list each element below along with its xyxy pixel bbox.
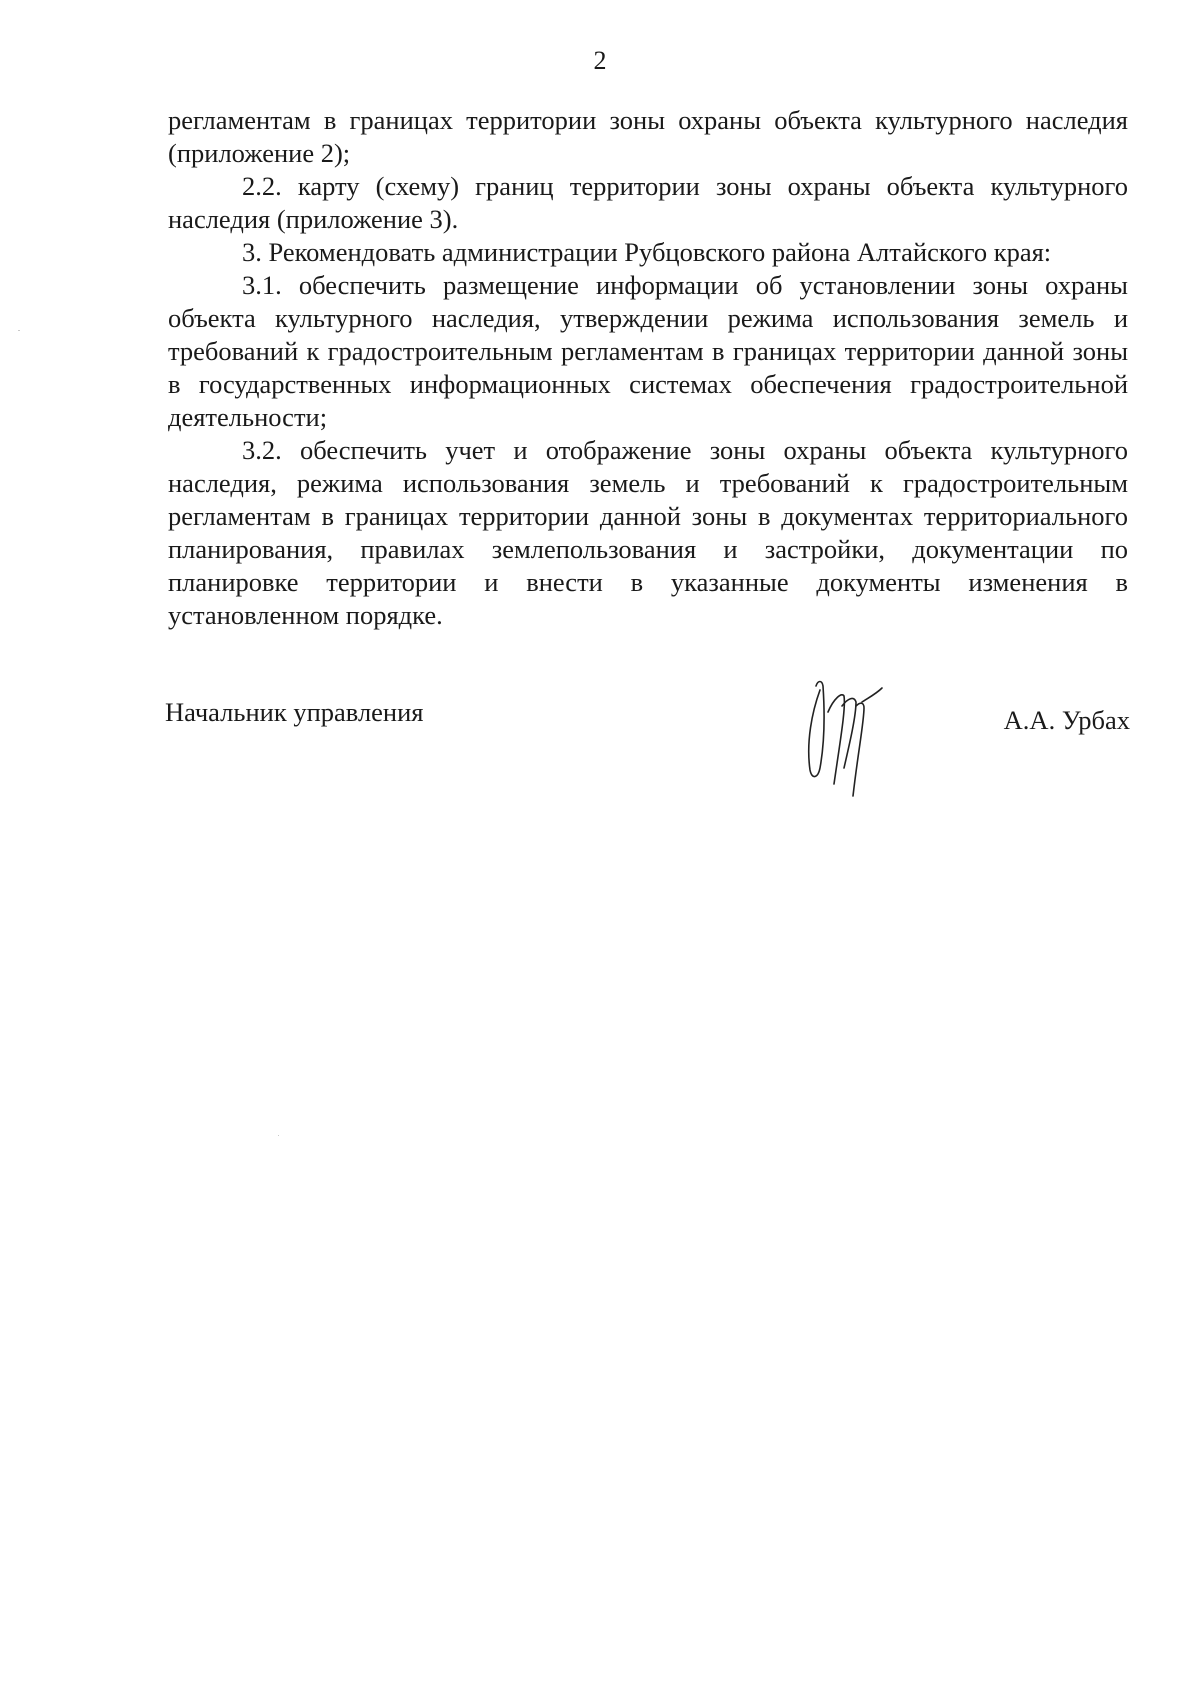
signer-name: А.А. Урбах: [1003, 705, 1130, 735]
handwritten-signature-icon: [798, 672, 898, 802]
document-body: [168, 104, 1128, 632]
page-number: 2: [593, 46, 607, 75]
signature-block: [165, 676, 1130, 806]
paragraph-2-2: 2.2. карту (схему) границ территории зоны охраны объекта культурного наследия (приложение 3).: [168, 171, 1128, 234]
paragraph-3: 3. Рекомендовать администрации Рубцовского района Алтайского края:: [242, 237, 1052, 267]
scan-speck: [278, 1135, 279, 1136]
signer-position: Начальник управления: [165, 697, 424, 727]
paragraph-3-2: 3.2. обеспечить учет и отображение зоны охраны объекта культурного наследия, режима использования земель и требований к градостроительным регламентам в границах территории данной зоны в документах территориального планирования, правилах землепользования и застройки, документации по планировке территории и внести в указанные документы изменения в установленном порядке.: [168, 435, 1128, 630]
paragraph-3-1: 3.1. обеспечить размещение информации об установлении зоны охраны объекта культурного наследия, утверждении режима использования земель и требований к градостроительным регламентам в границах территории данной зоны в государственных информационных системах обеспечения градостроительной деятельности;: [168, 270, 1128, 432]
scan-speck: [18, 330, 20, 331]
paragraph-continuation: регламентам в границах территории зоны охраны объекта культурного наследия (приложение 2);: [168, 105, 1128, 168]
